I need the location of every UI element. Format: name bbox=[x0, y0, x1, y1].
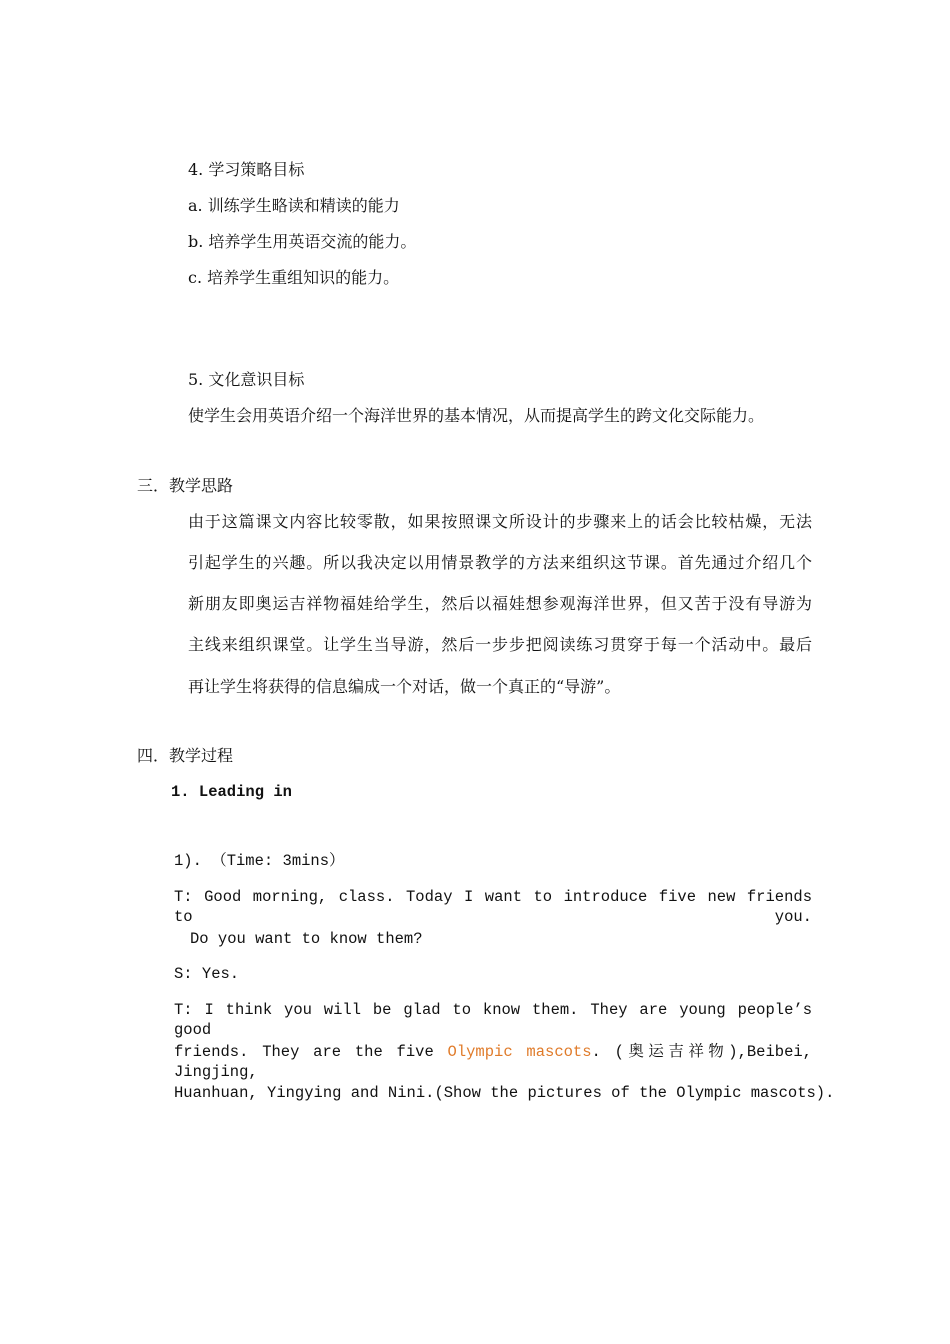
time-note: 1). （Time: 3mins） bbox=[174, 852, 345, 870]
dialog-line: Huanhuan, Yingying and Nini.(Show the pictures of the Olympic mascots). bbox=[174, 1084, 835, 1102]
paragraph-line: 再让学生将获得的信息编成一个对话，做一个真正的“导游”。 bbox=[188, 677, 621, 696]
part-4-heading: 四．教学过程 bbox=[137, 746, 234, 765]
step-1-heading: 1. Leading in bbox=[171, 783, 292, 801]
list-item: a. 训练学生略读和精读的能力 bbox=[188, 196, 400, 215]
section-5-text: 使学生会用英语介绍一个海洋世界的基本情况，从而提高学生的跨文化交际能力。 bbox=[188, 406, 765, 425]
section-5-heading: 5. 文化意识目标 bbox=[188, 370, 305, 389]
dialog-text: friends. They are the five bbox=[174, 1043, 448, 1061]
section-4-heading: 4. 学习策略目标 bbox=[188, 160, 305, 179]
dialog-line: T: Good morning, class. Today I want to introduce five new friends to you. bbox=[174, 888, 812, 926]
paragraph-line: 由于这篇课文内容比较零散，如果按照课文所设计的步骤来上的话会比较枯燥，无法 bbox=[188, 512, 812, 531]
dialog-line bbox=[174, 1042, 812, 1082]
part-3-heading: 三．教学思路 bbox=[137, 476, 234, 495]
paragraph-line: 新朋友即奥运吉祥物福娃给学生，然后以福娃想参观海洋世界，但又苦于没有导游为 bbox=[188, 594, 812, 613]
dialog-line: Do you want to know them? bbox=[190, 930, 423, 948]
list-item: b. 培养学生用英语交流的能力。 bbox=[188, 232, 417, 251]
paragraph-line: 引起学生的兴趣。所以我决定以用情景教学的方法来组织这节课。首先通过介绍几个 bbox=[188, 553, 812, 572]
dialog-line: S: Yes. bbox=[174, 965, 240, 983]
paragraph-line: 主线来组织课堂。让学生当导游，然后一步步把阅读练习贯穿于每一个活动中。最后 bbox=[188, 635, 812, 654]
dialog-line: T: I think you will be glad to know them. They are young people’s good bbox=[174, 1001, 812, 1039]
highlighted-term: Olympic mascots bbox=[447, 1043, 592, 1061]
list-item: c. 培养学生重组知识的能力。 bbox=[188, 268, 400, 287]
dialog-text: . (奥运吉祥物),Beibei, Jingjing, bbox=[174, 1043, 812, 1081]
